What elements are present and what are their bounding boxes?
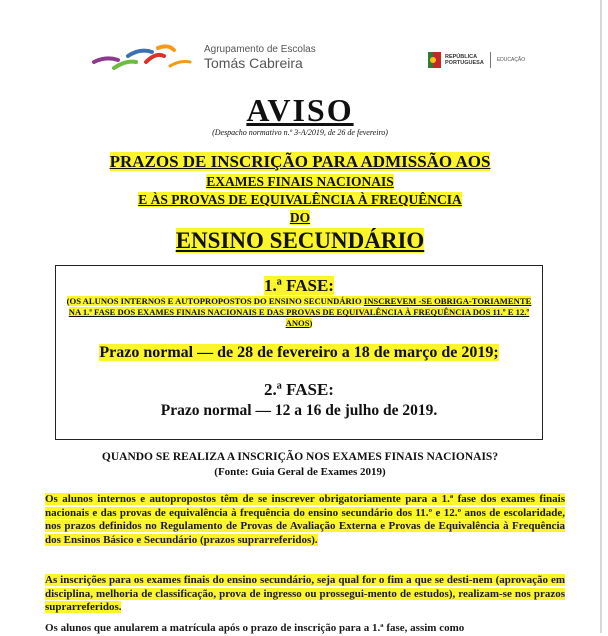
fase1-note-a: (OS ALUNOS INTERNOS E AUTOPROPOSTOS DO ENSINO SECUNDÁRIO bbox=[66, 296, 364, 306]
headline-line3-text: E ÀS PROVAS DE EQUIVALÊNCIA À FREQUÊNCIA bbox=[138, 192, 462, 207]
fase2-deadline: Prazo normal — 12 a 16 de julho de 2019. bbox=[160, 402, 438, 419]
fase1-deadline bbox=[56, 344, 542, 362]
paragraph-3 bbox=[45, 622, 565, 636]
fase1-deadline-text: Prazo normal — de 28 de fevereiro a 18 de março de 2019; bbox=[99, 344, 499, 361]
paragraph-2 bbox=[45, 574, 565, 615]
republica-line1: REPÚBLICA bbox=[445, 54, 478, 60]
flag-icon bbox=[428, 52, 441, 68]
fase1-note-c: ) bbox=[309, 318, 313, 328]
headline-line3 bbox=[0, 192, 600, 208]
logo-text-line1: Agrupamento de Escolas bbox=[204, 44, 316, 55]
page-title-text: AVISO bbox=[246, 92, 354, 128]
headline-line1 bbox=[0, 152, 600, 172]
republica-logo bbox=[428, 50, 525, 70]
headline-line4-text: DO bbox=[289, 210, 311, 225]
fase1-title-text: 1.ª FASE: bbox=[264, 276, 334, 295]
deadlines-box bbox=[55, 265, 543, 440]
school-logo bbox=[92, 38, 322, 78]
headline-line2 bbox=[0, 174, 600, 190]
fase1-note bbox=[66, 296, 532, 329]
fase2-title: 2.ª FASE: bbox=[264, 380, 334, 399]
paragraph-3-text: Os alunos que anularem a matrícula após o prazo de inscrição para a 1.ª fase, assim como bbox=[45, 622, 465, 634]
educacao-text: EDUCAÇÃO bbox=[496, 57, 526, 63]
logo-text-line2: Tomás Cabreira bbox=[204, 55, 303, 71]
despacho-reference: (Despacho normativo n.º 3-A/2019, de 26 de fevereiro) bbox=[212, 128, 388, 137]
paragraph-1 bbox=[45, 493, 565, 547]
page-title bbox=[0, 92, 600, 129]
headline-line5-text: ENSINO SECUNDÁRIO bbox=[175, 228, 425, 253]
republica-line2: PORTUGUESA bbox=[445, 60, 484, 66]
headline-line2-text: EXAMES FINAIS NACIONAIS bbox=[206, 174, 394, 189]
paragraph-1-text: Os alunos internos e autopropostos têm de se inscrever obrigatoriamente para a 1.ª fase dos exames finais nacionais e das provas de equivalência à frequência do ensino secundário dos 11.º e 12.º anos de escolaridade, nos prazos definidos no Regulamento de Provas de Avaliação Externa e Provas de Equivalência à Frequência dos Ensinos Básico e Secundário (prazos suprarreferidos). bbox=[45, 493, 565, 546]
republica-text bbox=[445, 54, 484, 66]
source-note: (Fonte: Guia Geral de Exames 2019) bbox=[214, 466, 386, 478]
fase1-title bbox=[56, 276, 542, 296]
headline-line5 bbox=[0, 228, 600, 254]
school-logo-icon bbox=[92, 42, 202, 76]
fase1-note-b: INSCREVEM -SE OBRIGA-TORIAMENTE NA 1.ª FASE DOS EXAMES FINAIS NACIONAIS E DAS PROVAS DE EQUIVALÊNCIA À FREQUÊNCIA DOS 11.º E 12.º ANOS bbox=[68, 296, 532, 328]
paragraph-2-text: As inscrições para os exames finais do ensino secundário, seja qual for o fim a que se desti-nem (aprovação em disciplina, melhoria de classificação, prova de ingresso ou prossegui-mento de estudos), realizam-se nos prazos suprarreferidos. bbox=[45, 574, 565, 614]
logo-divider bbox=[490, 52, 491, 68]
headline-line4 bbox=[0, 210, 600, 226]
section-question: QUANDO SE REALIZA A INSCRIÇÃO NOS EXAMES FINAIS NACIONAIS? bbox=[101, 451, 499, 463]
headline-line1-text: PRAZOS DE INSCRIÇÃO PARA ADMISSÃO AOS bbox=[109, 152, 491, 171]
